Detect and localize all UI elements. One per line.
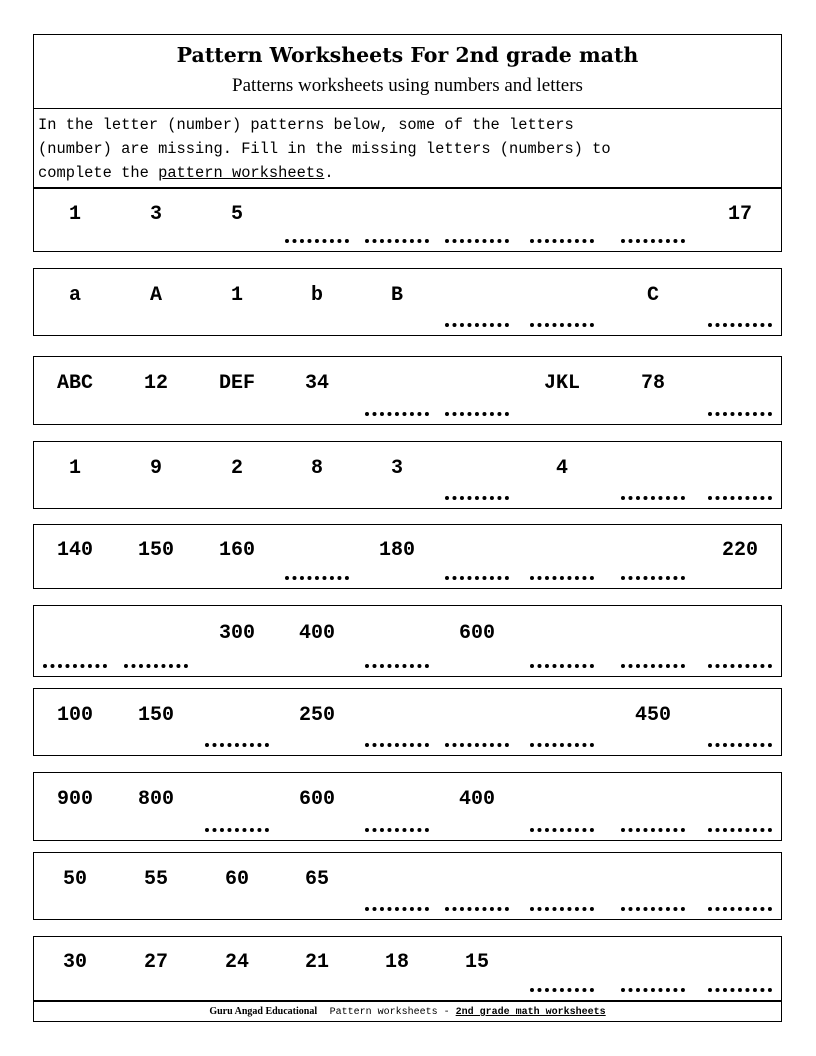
pattern-term: 21 — [304, 951, 329, 974]
footer-text: Pattern worksheets - — [329, 1007, 456, 1018]
pattern-row — [33, 268, 782, 336]
answer-blank[interactable] — [530, 828, 594, 832]
answer-blank[interactable] — [445, 323, 509, 327]
footer-link[interactable]: 2nd grade math worksheets — [455, 1007, 606, 1018]
pattern-term: 18 — [384, 951, 409, 974]
pattern-term: 15 — [464, 951, 489, 974]
answer-blank[interactable] — [530, 988, 594, 992]
answer-blank[interactable] — [621, 239, 685, 243]
pattern-term: a — [68, 284, 81, 307]
pattern-row — [33, 524, 782, 589]
answer-blank[interactable] — [621, 664, 685, 668]
pattern-term: JKL — [543, 372, 580, 395]
pattern-term: 30 — [62, 951, 87, 974]
pattern-term: 220 — [721, 539, 758, 562]
pattern-term: B — [390, 284, 403, 307]
pattern-term: 1 — [230, 284, 243, 307]
answer-blank[interactable] — [708, 664, 772, 668]
answer-blank[interactable] — [205, 743, 269, 747]
answer-blank[interactable] — [708, 828, 772, 832]
answer-blank[interactable] — [708, 496, 772, 500]
pattern-term: 3 — [149, 203, 162, 226]
pattern-term: 600 — [298, 788, 335, 811]
answer-blank[interactable] — [285, 239, 349, 243]
pattern-row — [33, 356, 782, 425]
pattern-term: 4 — [555, 457, 568, 480]
pattern-term: 17 — [727, 203, 752, 226]
answer-blank[interactable] — [621, 907, 685, 911]
instructions-box — [33, 108, 782, 188]
pattern-term: 400 — [298, 622, 335, 645]
pattern-term: 400 — [458, 788, 495, 811]
instructions-line-3-end: . — [324, 164, 334, 182]
pattern-term: 300 — [218, 622, 255, 645]
pattern-term: 250 — [298, 704, 335, 727]
answer-blank[interactable] — [365, 828, 429, 832]
instructions-line-3-start: complete the — [38, 164, 159, 182]
pattern-term: C — [646, 284, 659, 307]
pattern-row — [33, 936, 782, 1001]
pattern-term: 140 — [56, 539, 93, 562]
pattern-term: 2 — [230, 457, 243, 480]
answer-blank[interactable] — [205, 828, 269, 832]
answer-blank[interactable] — [365, 664, 429, 668]
answer-blank[interactable] — [365, 412, 429, 416]
worksheet-header — [33, 34, 782, 109]
answer-blank[interactable] — [621, 988, 685, 992]
pattern-term: b — [310, 284, 323, 307]
pattern-row — [33, 688, 782, 756]
page-subtitle: Patterns worksheets using numbers and letters — [232, 75, 583, 96]
pattern-term: 27 — [143, 951, 168, 974]
pattern-row — [33, 441, 782, 509]
footer — [33, 1001, 782, 1022]
pattern-term: 50 — [62, 868, 87, 891]
answer-blank[interactable] — [43, 664, 107, 668]
footer-brand: Guru Angad Educational — [209, 1006, 318, 1017]
pattern-term: 9 — [149, 457, 162, 480]
pattern-term: 8 — [310, 457, 323, 480]
answer-blank[interactable] — [445, 239, 509, 243]
pattern-term: 160 — [218, 539, 255, 562]
pattern-term: A — [149, 284, 162, 307]
pattern-term: ABC — [56, 372, 93, 395]
pattern-term: 450 — [634, 704, 671, 727]
answer-blank[interactable] — [365, 239, 429, 243]
answer-blank[interactable] — [621, 496, 685, 500]
answer-blank[interactable] — [530, 743, 594, 747]
pattern-term: 12 — [143, 372, 168, 395]
pattern-term: 800 — [137, 788, 174, 811]
answer-blank[interactable] — [445, 496, 509, 500]
pattern-row — [33, 605, 782, 677]
answer-blank[interactable] — [445, 412, 509, 416]
answer-blank[interactable] — [708, 988, 772, 992]
answer-blank[interactable] — [621, 576, 685, 580]
answer-blank[interactable] — [530, 576, 594, 580]
pattern-term: 900 — [56, 788, 93, 811]
pattern-term: 150 — [137, 539, 174, 562]
pattern-worksheets-link[interactable]: pattern worksheets — [158, 164, 325, 182]
pattern-term: 34 — [304, 372, 329, 395]
answer-blank[interactable] — [708, 743, 772, 747]
answer-blank[interactable] — [530, 907, 594, 911]
pattern-term: 1 — [68, 457, 81, 480]
pattern-row — [33, 852, 782, 920]
answer-blank[interactable] — [445, 576, 509, 580]
pattern-term: 55 — [143, 868, 168, 891]
pattern-term: 65 — [304, 868, 329, 891]
instructions-text — [38, 113, 777, 185]
answer-blank[interactable] — [365, 743, 429, 747]
page-title: Pattern Worksheets For 2nd grade math — [176, 43, 639, 67]
pattern-term: 600 — [458, 622, 495, 645]
answer-blank[interactable] — [708, 907, 772, 911]
pattern-term: 5 — [230, 203, 243, 226]
pattern-term: DEF — [218, 372, 255, 395]
pattern-term: 78 — [640, 372, 665, 395]
pattern-term: 24 — [224, 951, 249, 974]
pattern-term: 60 — [224, 868, 249, 891]
pattern-term: 150 — [137, 704, 174, 727]
answer-blank[interactable] — [365, 907, 429, 911]
pattern-row — [33, 188, 782, 252]
answer-blank[interactable] — [445, 743, 509, 747]
answer-blank[interactable] — [530, 664, 594, 668]
instructions-line-1: In the letter (number) patterns below, some of the letters — [38, 116, 574, 134]
answer-blank[interactable] — [285, 576, 349, 580]
answer-blank[interactable] — [445, 907, 509, 911]
pattern-term: 100 — [56, 704, 93, 727]
pattern-row — [33, 772, 782, 841]
answer-blank[interactable] — [530, 239, 594, 243]
pattern-term: 3 — [390, 457, 403, 480]
answer-blank[interactable] — [708, 323, 772, 327]
answer-blank[interactable] — [530, 323, 594, 327]
answer-blank[interactable] — [708, 412, 772, 416]
pattern-term: 1 — [68, 203, 81, 226]
answer-blank[interactable] — [621, 828, 685, 832]
pattern-term: 180 — [378, 539, 415, 562]
answer-blank[interactable] — [124, 664, 188, 668]
instructions-line-2: (number) are missing. Fill in the missing letters (numbers) to — [38, 140, 611, 158]
